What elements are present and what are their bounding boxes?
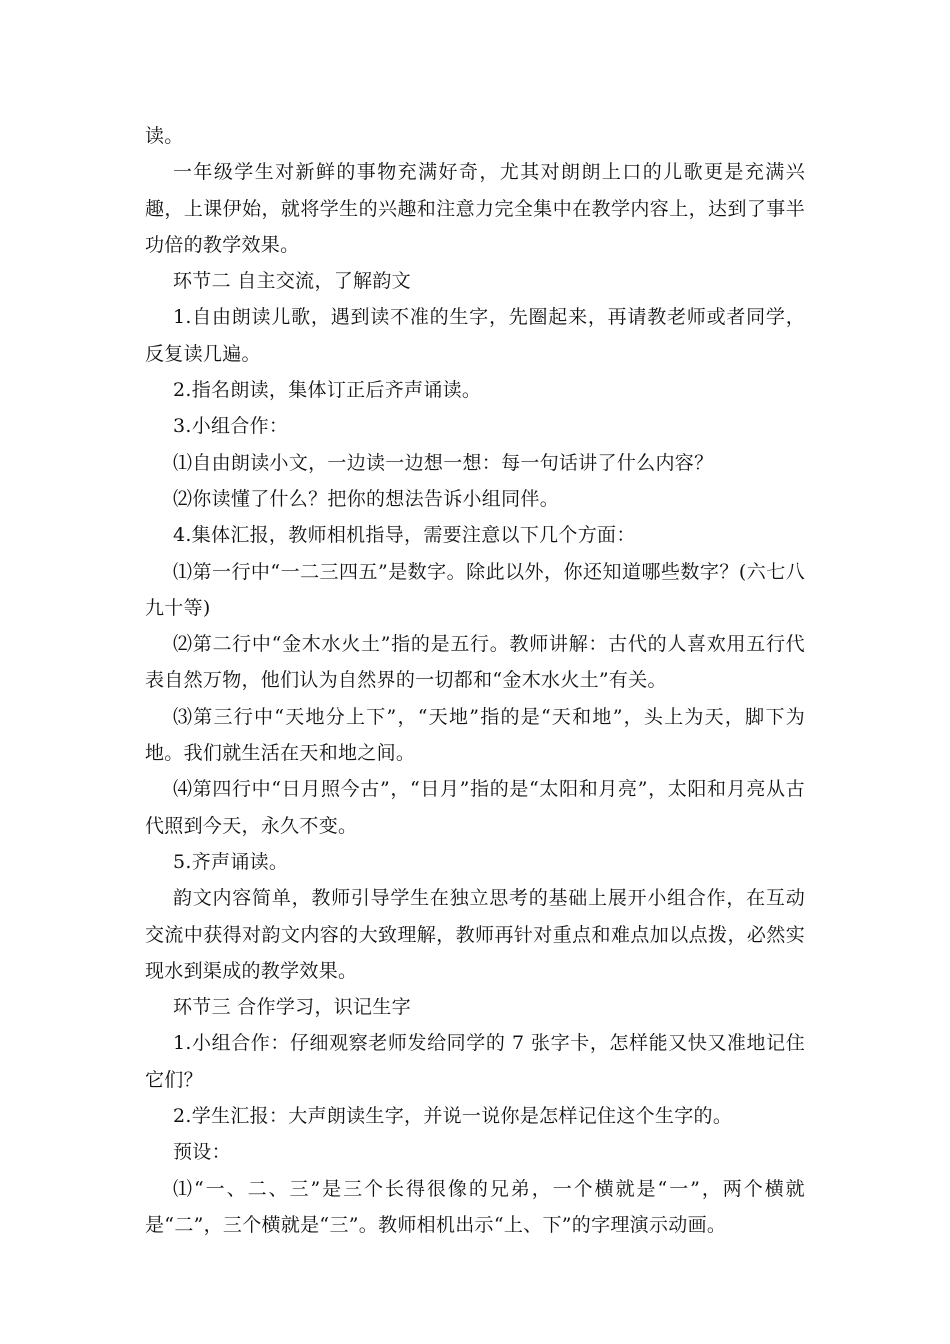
sub-list-item: ⑴第一行中“一二三四五”是数字。除此以外，你还知道哪些数字？(六七八九十等) xyxy=(145,560,805,619)
sub-list-item: ⑵第二行中“金木水火土”指的是五行。教师讲解：古代的人喜欢用五行代表自然万物，他们认为自然界的一切都和“金木水火土”有关。 xyxy=(145,633,805,692)
paragraph: 韵文内容简单，教师引导学生在独立思考的基础上展开小组合作，在互动交流中获得对韵文内容的大致理解，教师再针对重点和难点加以点拨，必然实现水到渠成的教学效果。 xyxy=(145,887,805,982)
sub-list-item: ⑵你读懂了什么？把你的想法告诉小组同伴。 xyxy=(173,487,560,510)
list-item: 5.齐声诵读。 xyxy=(173,850,289,873)
paragraph: 读。 xyxy=(145,125,184,147)
section-heading: 环节二 自主交流，了解韵文 xyxy=(173,270,411,293)
list-item: 2.学生汇报：大声朗读生字，并说一说你是怎样记住这个生字的。 xyxy=(173,1105,733,1128)
document-body xyxy=(145,118,805,1243)
list-item: 2.指名朗读，集体订正后齐声诵读。 xyxy=(173,379,482,402)
list-item: 1.小组合作：仔细观察老师发给同学的 7 张字卡，怎样能又快又准地记住它们？ xyxy=(145,1032,805,1091)
sub-list-item: ⑶第三行中“天地分上下”，“天地”指的是“天和地”，头上为天，脚下为地。我们就生活在天和地之间。 xyxy=(145,705,805,765)
paragraph: 一年级学生对新鲜的事物充满好奇，尤其对朗朗上口的儿歌更是充满兴趣，上课伊始，就将学生的兴趣和注意力完全集中在教学内容上，达到了事半功倍的教学效果。 xyxy=(145,161,805,256)
sub-list-item: ⑴“一、二、三”是三个长得很像的兄弟，一个横就是“一”，两个横就是“二”，三个横就是“三”。教师相机出示“上、下”的字理演示动画。 xyxy=(145,1177,805,1236)
list-item: 1.自由朗读儿歌，遇到读不准的生字，先圈起来，再请教老师或者同学，反复读几遍。 xyxy=(145,306,805,365)
section-heading: 环节三 合作学习，识记生字 xyxy=(173,996,411,1019)
sub-list-item: ⑴自由朗读小文，一边读一边想一想：每一句话讲了什么内容？ xyxy=(173,451,714,474)
list-item: 4.集体汇报，教师相机指导，需要注意以下几个方面： xyxy=(173,524,636,547)
paragraph: 预设： xyxy=(173,1141,231,1164)
sub-list-item: ⑷第四行中“日月照今古”，“日月”指的是“太阳和月亮”，太阳和月亮从古代照到今天，永久不变。 xyxy=(145,778,805,837)
list-item: 3.小组合作： xyxy=(173,415,289,438)
